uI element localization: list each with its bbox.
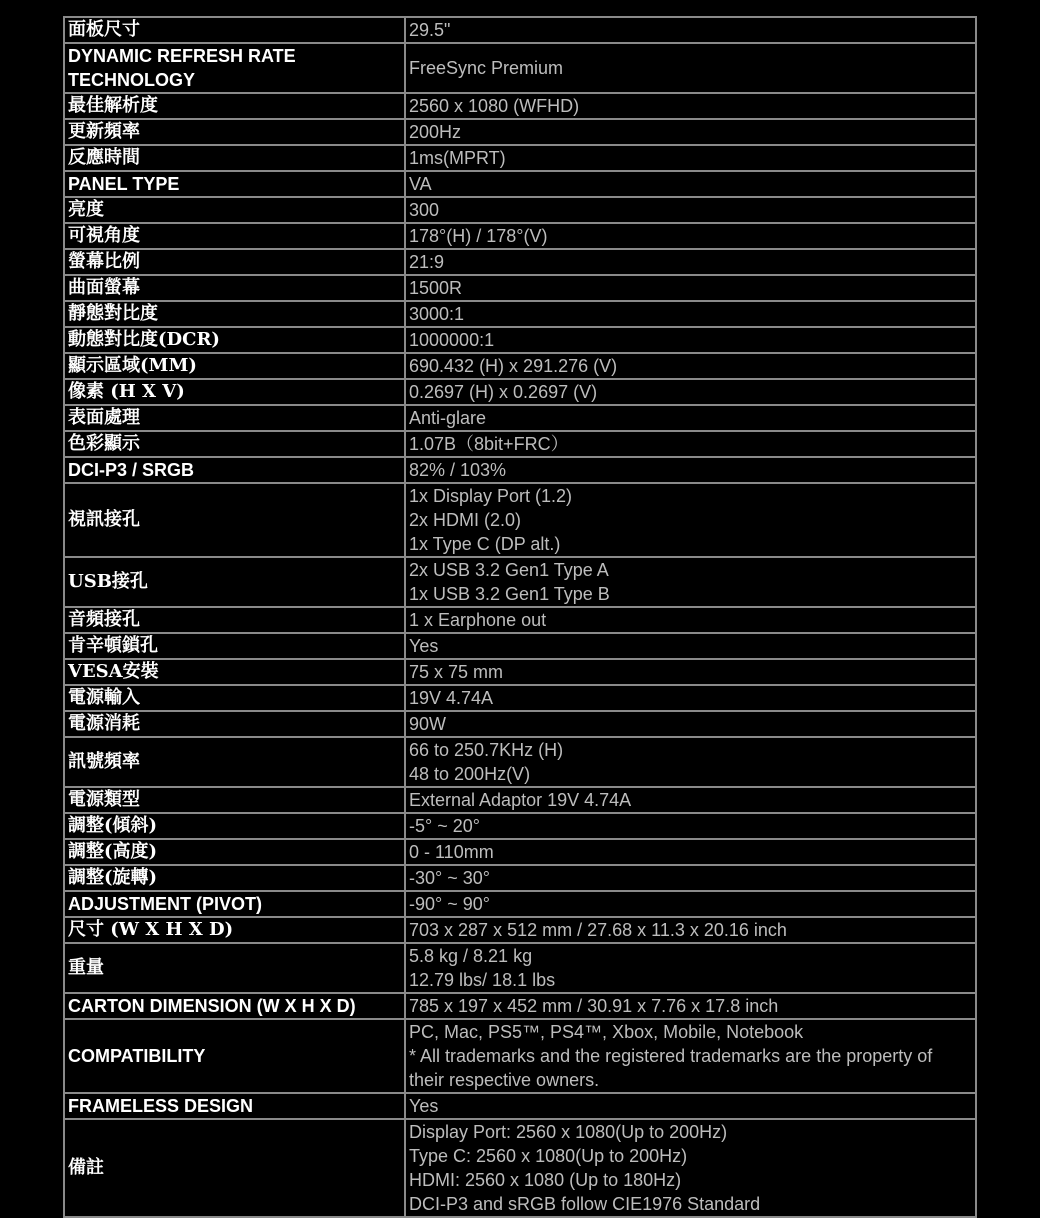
spec-value-line: 200Hz [409,122,462,142]
spec-value [405,405,976,431]
spec-value-line: 3000:1 [409,304,465,324]
spec-value-line: 690.432 (H) x 291.276 (V) [409,356,618,376]
spec-row [64,557,976,607]
spec-value-line: 66 to 250.7KHz (H) [409,740,564,760]
spec-value [405,1093,976,1119]
spec-row [64,1019,976,1093]
spec-value-line: 29.5" [409,20,451,40]
spec-value [405,379,976,405]
spec-value-line: 300 [409,200,440,220]
spec-row [64,301,976,327]
spec-label: ADJUSTMENT (PIVOT) [64,891,405,917]
spec-row [64,145,976,171]
spec-row [64,43,976,93]
spec-label: 音頻接孔 [64,607,405,633]
spec-row [64,839,976,865]
spec-value-line: Type C: 2560 x 1080(Up to 200Hz) [409,1146,688,1166]
spec-value-line: 2560 x 1080 (WFHD) [409,96,580,116]
spec-value [405,197,976,223]
spec-label: 可視角度 [64,223,405,249]
spec-label: 曲面螢幕 [64,275,405,301]
spec-value-line: 1000000:1 [409,330,495,350]
spec-row [64,1093,976,1119]
spec-row [64,787,976,813]
spec-value [405,145,976,171]
spec-table-body [64,17,976,1217]
spec-value-line: 82% / 103% [409,460,507,480]
spec-label: 備註 [64,1119,405,1217]
spec-value-line: 19V 4.74A [409,688,494,708]
spec-label: DCI-P3 / SRGB [64,457,405,483]
spec-value-line: 1ms(MPRT) [409,148,506,168]
spec-value-line: VA [409,174,432,194]
spec-value-line: Anti-glare [409,408,487,428]
spec-row [64,275,976,301]
spec-value [405,17,976,43]
spec-value [405,43,976,93]
spec-value-line: -90° ~ 90° [409,894,490,914]
spec-value-line: Display Port: 2560 x 1080(Up to 200Hz) [409,1122,728,1142]
spec-value-line: PC, Mac, PS5™, PS4™, Xbox, Mobile, Notebook [409,1022,804,1042]
spec-row [64,813,976,839]
spec-label: COMPATIBILITY [64,1019,405,1093]
spec-label: 表面處理 [64,405,405,431]
spec-value-line: 1 x Earphone out [409,610,547,630]
spec-label: 靜態對比度 [64,301,405,327]
spec-value [405,353,976,379]
spec-value-line: 1500R [409,278,463,298]
spec-value [405,993,976,1019]
spec-label: 電源類型 [64,787,405,813]
spec-value [405,483,976,557]
spec-value-line: 0.2697 (H) x 0.2697 (V) [409,382,598,402]
spec-value-line: their respective owners. [409,1070,600,1090]
spec-value-line: * All trademarks and the registered trademarks are the property of [409,1046,933,1066]
spec-label: 電源消耗 [64,711,405,737]
spec-row [64,1119,976,1217]
spec-value [405,813,976,839]
spec-label: 反應時間 [64,145,405,171]
spec-row [64,119,976,145]
spec-row [64,865,976,891]
spec-row [64,249,976,275]
spec-label: 動態對比度(DCR) [64,327,405,353]
spec-row [64,93,976,119]
spec-value [405,943,976,993]
spec-value-line: 90W [409,714,447,734]
spec-row [64,711,976,737]
spec-value [405,93,976,119]
spec-label: 調整(傾斜) [64,813,405,839]
spec-value-line: 12.79 lbs/ 18.1 lbs [409,970,556,990]
spec-row [64,633,976,659]
spec-value [405,327,976,353]
spec-row [64,659,976,685]
spec-value-line: DCI-P3 and sRGB follow CIE1976 Standard [409,1194,761,1214]
spec-row [64,171,976,197]
spec-label: FRAMELESS DESIGN [64,1093,405,1119]
spec-value [405,685,976,711]
spec-label: 調整(旋轉) [64,865,405,891]
spec-value [405,1019,976,1093]
spec-value-line: 1.07B（8bit+FRC） [409,434,569,454]
spec-table [63,16,977,1218]
spec-label: 顯示區域(MM) [64,353,405,379]
spec-value-line: 703 x 287 x 512 mm / 27.68 x 11.3 x 20.16 inch [409,920,787,940]
spec-value [405,865,976,891]
spec-row [64,223,976,249]
spec-value [405,1119,976,1217]
spec-value-line: Yes [409,636,439,656]
spec-value [405,275,976,301]
spec-value-line: 785 x 197 x 452 mm / 30.91 x 7.76 x 17.8 inch [409,996,779,1016]
spec-row [64,917,976,943]
spec-value-line: 1x Type C (DP alt.) [409,534,561,554]
spec-value-line: 75 x 75 mm [409,662,504,682]
spec-value [405,659,976,685]
spec-row [64,943,976,993]
spec-value [405,917,976,943]
spec-label: 尺寸 (W X H X D) [64,917,405,943]
spec-value [405,223,976,249]
spec-value-line: 2x USB 3.2 Gen1 Type A [409,560,609,580]
spec-value-line: 21:9 [409,252,445,272]
spec-value-line: 5.8 kg / 8.21 kg [409,946,533,966]
spec-row [64,379,976,405]
spec-label: 視訊接孔 [64,483,405,557]
spec-value [405,119,976,145]
spec-value-line: 0 - 110mm [409,842,494,862]
spec-label: 訊號頻率 [64,737,405,787]
spec-row [64,431,976,457]
spec-label: 電源輸入 [64,685,405,711]
spec-value-line: 1x USB 3.2 Gen1 Type B [409,584,610,604]
spec-value [405,737,976,787]
spec-row [64,17,976,43]
spec-table-container [63,16,977,1218]
spec-value-line: 2x HDMI (2.0) [409,510,522,530]
spec-value [405,431,976,457]
spec-label: 重量 [64,943,405,993]
spec-label: CARTON DIMENSION (W X H X D) [64,993,405,1019]
spec-label: 亮度 [64,197,405,223]
spec-label: USB接孔 [64,557,405,607]
spec-value-line: External Adaptor 19V 4.74A [409,790,632,810]
spec-value-line: FreeSync Premium [409,58,564,78]
spec-value-line: -30° ~ 30° [409,868,490,888]
spec-value [405,249,976,275]
spec-value [405,301,976,327]
spec-value-line: HDMI: 2560 x 1080 (Up to 180Hz) [409,1170,682,1190]
spec-value-line: Yes [409,1096,439,1116]
spec-value [405,457,976,483]
spec-label: 最佳解析度 [64,93,405,119]
spec-label: 更新頻率 [64,119,405,145]
spec-label: 像素 (H X V) [64,379,405,405]
spec-row [64,457,976,483]
spec-row [64,483,976,557]
spec-value [405,787,976,813]
spec-label: VESA安裝 [64,659,405,685]
spec-row [64,327,976,353]
spec-label: 色彩顯示 [64,431,405,457]
spec-row [64,737,976,787]
spec-row [64,197,976,223]
spec-label: 調整(高度) [64,839,405,865]
spec-value-line: 1x Display Port (1.2) [409,486,573,506]
spec-value-line: -5° ~ 20° [409,816,480,836]
spec-value [405,607,976,633]
spec-value-line: 178°(H) / 178°(V) [409,226,548,246]
spec-value [405,839,976,865]
spec-row [64,891,976,917]
spec-row [64,607,976,633]
spec-row [64,405,976,431]
spec-label: 肯辛頓鎖孔 [64,633,405,659]
spec-label: 面板尺寸 [64,17,405,43]
spec-value [405,891,976,917]
spec-label: 螢幕比例 [64,249,405,275]
spec-value [405,633,976,659]
spec-value [405,557,976,607]
spec-label: PANEL TYPE [64,171,405,197]
spec-row [64,353,976,379]
spec-label: DYNAMIC REFRESH RATE TECHNOLOGY [64,43,405,93]
spec-value [405,171,976,197]
spec-value-line: 48 to 200Hz(V) [409,764,531,784]
spec-value [405,711,976,737]
spec-row [64,685,976,711]
spec-row [64,993,976,1019]
